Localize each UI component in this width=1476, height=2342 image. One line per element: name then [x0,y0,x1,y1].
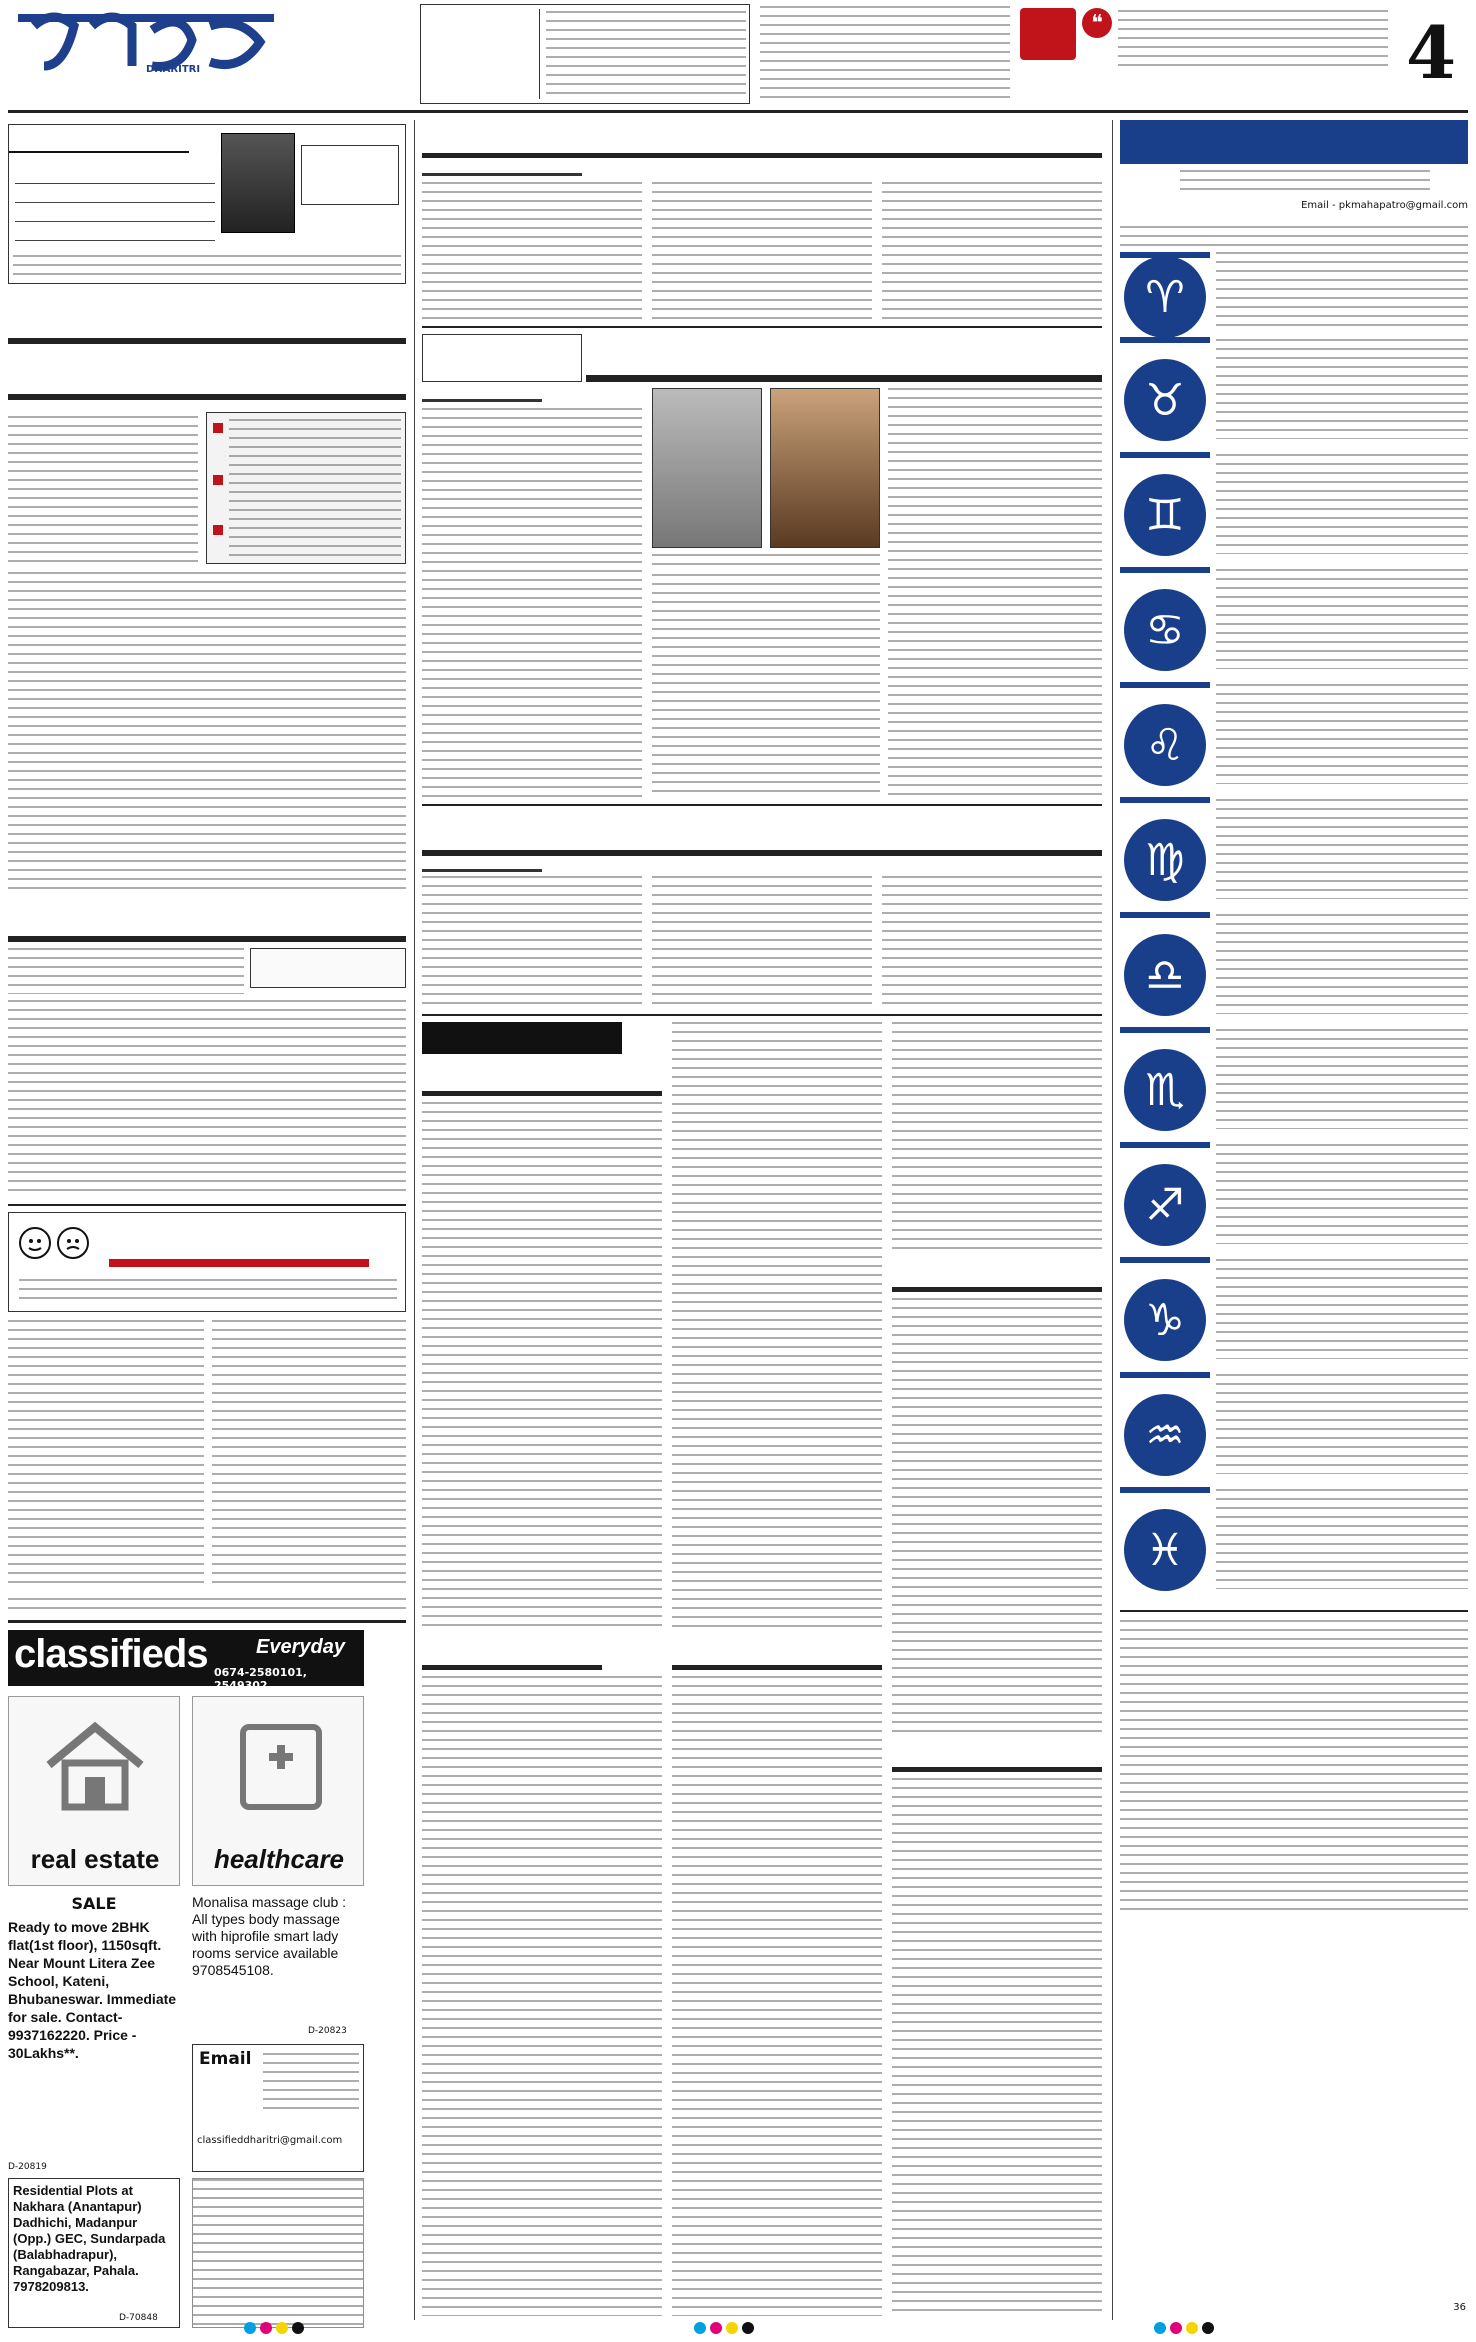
teaser-heading [425,9,540,99]
tenancy-col-1 [422,876,642,1008]
poem-column-1 [8,1320,204,1590]
rashi-mithuna [1120,452,1468,562]
mid-col-divider [1112,120,1113,2320]
dominica-col-3 [888,388,1102,798]
quote-text [1118,10,1388,66]
classifieds-banner [8,1630,364,1692]
classified-ad-plots: Residential Plots at Nakhara (Anantapur) Dadhichi, Madanpur (Opp.) GEC, Sundarpada (Balabhadrapur), Rangabazar, Pahala. 7978209813. [13,2183,166,2294]
stethoscope-icon [233,1717,329,1817]
capricorn-icon: ♑ [1124,1279,1206,1361]
rashi-meena-tag [1120,1487,1210,1493]
aquarius-icon: ♒ [1124,1394,1206,1476]
photo-size-box [301,145,399,205]
leo-icon: ♌ [1124,704,1206,786]
continuation-col-3a [892,1022,1102,1252]
classified-ad-massage: Monalisa massage club : All types body massage with hiprofile smart lady rooms service available 9708545108. [192,1894,347,1978]
ajira-mantabya-badge [1020,8,1076,60]
rashi-bichha [1120,1027,1468,1137]
centre-above-article [422,1676,662,2316]
headline-vijayashree [672,1640,882,1670]
dateline-newdelhi [422,860,542,872]
headline-15-lakh-crore [892,1260,1102,1292]
front-page-continuation-tag [422,1022,622,1054]
dominica-col-1 [422,408,642,798]
sagittarius-icon: ♐ [1124,1164,1206,1246]
prize-badge [250,948,406,988]
masthead-rule [8,110,1468,113]
classified-ad-flat-code: D-20819 [8,2162,47,2172]
tribal-covid-infobox [206,412,406,564]
email-heading: Email [199,2049,252,2069]
rashi-dhanu-tag [1120,1142,1210,1148]
rashi-makara-tag [1120,1257,1210,1263]
kicker-hearing-today [422,334,582,382]
rashi-list [1120,222,1468,1602]
pisces-icon: ♓ [1124,1509,1206,1591]
rashi-kanya-tag [1120,797,1210,803]
print-registration-marks [0,2318,1476,2338]
vaccine-policy-article [422,1102,662,1632]
mid-rule-2 [422,804,1102,806]
mid-rule-3 [422,1014,1102,1016]
rashi-makara [1120,1257,1468,1367]
classified-plots-box [8,2178,180,2328]
classified-notice-box [192,2178,364,2328]
continuation-col-2a [672,1022,882,1632]
gemini-icon: ♊ [1124,474,1206,556]
headline-vaccine-policy [422,1062,662,1096]
libra-icon: ♎ [1124,934,1206,1016]
classified-email: classifieddharitri@gmail.com [197,2135,343,2146]
headline-free-vaccine [422,118,1102,158]
dominica-col-2 [652,574,880,798]
cartoon-face-2 [57,1227,89,1259]
headline-model-tenancy [422,812,1102,856]
classifieds-everyday: Everyday [256,1636,345,1658]
tribal-covid-article-body [8,572,406,890]
rashi-kumbha-tag [1120,1372,1210,1378]
scorpio-icon: ♏ [1124,1049,1206,1131]
free-vaccine-col-3 [882,182,1102,320]
mid-rule-1 [422,326,1102,328]
headline-centre-above [422,1640,602,1670]
tenancy-col-2 [652,876,872,1008]
sale-label: SALE [71,1893,117,1913]
cartoon-subtitle [19,1279,397,1305]
tribal-covid-article-lead [8,416,198,566]
brand-latin: DHARITRI [146,64,201,75]
masthead-teaser-left [420,4,750,104]
headline-corona-free-village [8,898,406,942]
cartoon-face-1 [19,1227,51,1259]
teaser-text [546,11,746,99]
dateline-trivandrum [422,162,582,176]
astrologer-credit [1180,170,1430,196]
rashi-vrusha [1120,337,1468,447]
rashi-bichha-tag [1120,1027,1210,1033]
rashi-karkata [1120,567,1468,677]
left-col-rule-2 [8,1620,406,1623]
rashi-mithuna-tag [1120,452,1210,458]
corona-village-article [8,948,244,994]
rashi-vrusha-tag [1120,337,1210,343]
headline-tribal-covid [8,296,406,408]
classified-ad-massage-code: D-20823 [308,2026,347,2036]
page-number: 4 [1405,9,1457,95]
right-col-blank [1120,1924,1468,2314]
rashi-kumbha [1120,1372,1468,1482]
left-col-rule-1 [8,1204,406,1206]
page-code: 36 [1453,2302,1466,2313]
free-vaccine-col-2 [652,182,872,320]
quote-icon: ❝ [1082,8,1112,38]
godowns-article [892,1778,1102,2316]
astrologer-email: Email - pkmahapatro@gmail.com [1301,200,1468,211]
rashi-karkata-tag [1120,567,1210,573]
photo-sharda-raut [770,388,880,548]
headline-godowns-security [892,1740,1102,1772]
rashiphala-banner [1120,120,1468,164]
corona-village-article-body [8,1000,406,1196]
dateline-roseau [422,390,542,402]
photo-captions [652,554,880,566]
rashi-kanya [1120,797,1468,907]
healthcare-label: healthcare [213,1843,345,1874]
rashi-tula [1120,912,1468,1022]
birthday-photo [221,133,295,233]
left-col-divider [414,120,415,2320]
photo-mehul-choksi [652,388,762,548]
birthday-form-lines [15,165,215,245]
rashi-bottom-rule [1120,1610,1468,1612]
rashi-mesha [1120,222,1468,332]
fifteen-lakh-article [892,1298,1102,1732]
tenancy-col-3 [882,876,1102,1008]
quote-author [1150,68,1390,84]
vijayashree-article [672,1676,882,2316]
classified-ad-plots-code: D-70848 [119,2313,158,2323]
virgo-icon: ♍ [1124,819,1206,901]
cartoon-jhagadamali [8,1212,406,1312]
aries-icon: ♈ [1124,256,1206,338]
classified-email-box [192,2044,364,2172]
rashi-meena [1120,1487,1468,1597]
taurus-icon: ♉ [1124,359,1206,441]
headline-dominica-extradition [586,334,1102,382]
classifieds-phone: 0674-2580101, 2549302 [214,1666,307,1692]
masthead [0,0,1476,112]
classified-ad-flat: Ready to move 2BHK flat(1st floor), 1150sqft. Near Mount Litera Zee School, Kateni, Bhubaneswar. Immediate for sale. Contact- 9937162220. Price - 30Lakhs**. [8,1919,177,2061]
birthday-box [8,124,406,284]
birthday-header [9,125,189,153]
cancer-icon: ♋ [1124,589,1206,671]
birthday-footnote [13,255,401,281]
poem-credit [8,1598,406,1614]
panjika-almanac [1120,1620,1468,1916]
edition-line [14,82,414,102]
rashi-simha-tag [1120,682,1210,688]
house-icon [43,1721,147,1811]
masthead-teaser-mid [760,6,1010,100]
rashi-tula-tag [1120,912,1210,918]
classifieds-block [8,1630,364,2330]
healthcare-card [192,1696,364,1886]
free-vaccine-col-1 [422,182,642,320]
rashi-dhanu [1120,1142,1468,1252]
cartoon-title [109,1227,369,1267]
real-estate-card [8,1696,180,1886]
rashi-simha [1120,682,1468,792]
classifieds-title: classifieds [14,1632,208,1676]
poem-column-2 [212,1320,406,1590]
real-estate-label: real estate [30,1843,160,1874]
